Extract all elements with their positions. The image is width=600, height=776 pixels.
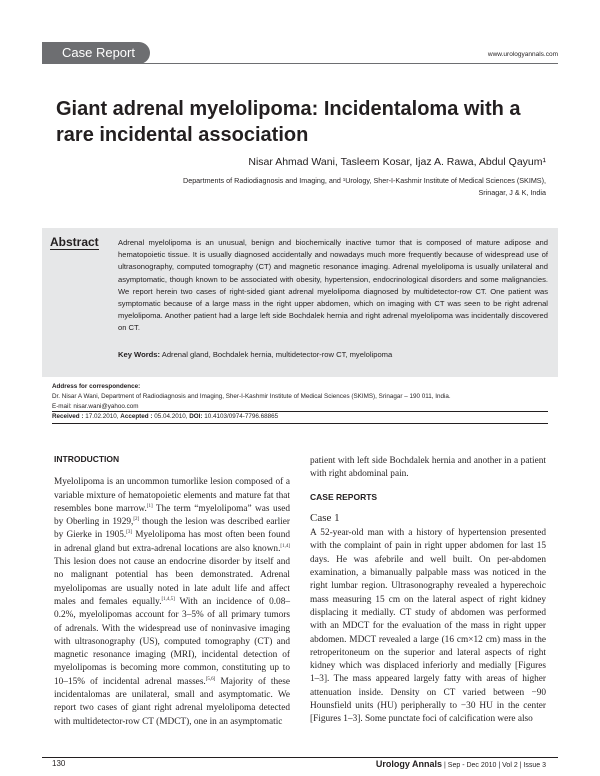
- doi[interactable]: 10.4103/0974-7796.68865: [204, 413, 279, 420]
- article-title: Giant adrenal myelolipoma: Incidentaloma with a rare incidental association: [56, 98, 521, 146]
- right-column: [310, 455, 546, 727]
- site-url[interactable]: www.urologyannals.com: [487, 51, 558, 58]
- citation-marker[interactable]: [1]: [146, 503, 153, 509]
- keywords: [118, 350, 548, 359]
- citation-marker[interactable]: [1,4,5]: [161, 596, 175, 602]
- correspondence: [52, 382, 552, 412]
- citation-marker[interactable]: [5,6]: [205, 676, 216, 682]
- received-label: Received :: [52, 413, 84, 420]
- case-1-paragraph: A 52-year-old man with a history of hypertension presented with the complaint of pain in right upper abdomen for last 15 days. He was afebrile and well built. On per-abdomen examination, a bimanually palpable mass was noticed in the right lumbar region. Ultrasonography revealed a hyperechoic mass measuring 15 cm on the lateral aspect of right kidney displacing it medially. CT study of abdomen was performed with an MDCT for the evaluation of the mass in right upper abdomen. MDCT revealed a large (16 cm×12 cm) mass in the retroperitoneum on the superior and lateral aspects of right kidney which was displaced inferiorly and medially [Figures 1–3]. The mass appeared largely fatty with areas of higher attenuation inside. Density on CT varied between −90 Hounsfield units (HU) peripherally to −30 HU in the center [Figures 1–3]. Some punctate foci of calcification were also: [310, 528, 546, 725]
- introduction-paragraph: Myelolipoma is an uncommon tumorlike lesion composed of a variable mixture of hematopoietic elements and mature fat that resembles bone marrow.[1] The term “myelolipoma” was used by Oberling in 1929,[2] though the lesion was described earlier by Gierke in 1905.[3] Myelolipoma has most often been found in adrenal gland but extra-adrenal locations are also known.[1,4] This lesion does not cause an endocrine disorder by itself and no malignant potential has been demonstrated. Adrenal myelolipomas are usually noted in late adult life and affect males and females equally.[1,4,5] With an incidence of 0.08–0.2%, myelolipomas account for 3–5% of all primary tumors of adrenals. With the widespread use of noninvasive imaging with ultrasonography (US), computed tomography (CT) and magnetic resonance imaging (MRI), incidental detection of myelolipomas is becoming more common, constituting up to 10–15% of incidental adrenal masses.[5,6] Majority of these incidentalomas are unilateral, small and asymptomatic. We report two cases of giant right adrenal myelolipoma detected with multidetector-row CT (MDCT), one in an asymptomatic: [54, 477, 291, 727]
- header-rule: [42, 63, 558, 64]
- received-date: 17.02.2010,: [85, 413, 119, 420]
- case-reports-heading: CASE REPORTS: [310, 491, 378, 502]
- correspondence-address: Dr. Nisar A Wani, Department of Radiodiagnosis and Imaging, Sher-I-Kashmir Institute of Medical Sciences (SKIMS), Srinagar – 190 011, India.: [52, 393, 451, 400]
- citation-marker[interactable]: [1,4]: [280, 543, 290, 549]
- footer-rule: [42, 757, 558, 758]
- left-column: [54, 453, 290, 729]
- citation-marker[interactable]: [2]: [133, 517, 140, 523]
- citation-marker[interactable]: [3]: [126, 530, 133, 536]
- divider: [52, 423, 548, 424]
- keywords-label: Key Words:: [118, 350, 161, 359]
- abstract-label: Abstract: [50, 235, 99, 249]
- section-tab: Case Report: [42, 42, 150, 64]
- affiliation: [86, 175, 546, 199]
- abstract-text: Adrenal myelolipoma is an unusual, benign and biochemically inactive tumor that is composed of mature adipose and hematopoietic tissue. It is usually diagnosed accidentally and nowadays much more frequently because of widespread use of ultrasonography, computed tomography (CT) and magnetic resonance imaging. Adrenal myelolipoma is usually unilateral and asymptomatic, though known to be associated with obesity, hypertension, endocrinological disorders and some malignancies. We report herein two cases of right-sided giant adrenal myelolipoma diagnosed by multidetector-row CT. One patient was symptomatic because of a large mass in the right upper abdomen, which on imaging with CT was seen to be right adrenal myelolipoma. Another patient had a large left side Bochdalek hernia and right adrenal myelolipoma was incidentally discovered on CT.: [118, 238, 548, 333]
- affiliation-line-1: Departments of Radiodiagnosis and Imaging, and ¹Urology, Sher-I-Kashmir Institute of Medical Sciences (SKIMS),: [183, 176, 546, 185]
- doi-label: DOI:: [189, 413, 203, 420]
- authors: Nisar Ahmad Wani, Tasleem Kosar, Ijaz A. Rawa, Abdul Qayum¹: [248, 156, 546, 168]
- journal-footer: [376, 759, 546, 769]
- keywords-list: Adrenal gland, Bochdalek hernia, multidetector-row CT, myelolipoma: [161, 350, 393, 359]
- divider: [52, 411, 548, 412]
- accepted-label: Accepted :: [120, 413, 153, 420]
- correspondence-email[interactable]: E-mail: nisar.wani@yahoo.com: [52, 403, 139, 410]
- page-number: 130: [52, 759, 66, 768]
- dates-line: [52, 413, 278, 420]
- affiliation-line-2: Srinagar, J & K, India: [478, 188, 546, 197]
- intro-continuation: patient with left side Bochdalek hernia and another in a patient with right abdominal pain.: [310, 456, 546, 480]
- introduction-heading: INTRODUCTION: [54, 454, 120, 464]
- accepted-date: 05.04.2010,: [154, 413, 188, 420]
- case-1-heading: Case 1: [310, 511, 340, 524]
- journal-name: Urology Annals: [375, 759, 443, 769]
- journal-issue: | Sep - Dec 2010 | Vol 2 | Issue 3: [444, 762, 546, 769]
- correspondence-label: Address for correspondence:: [52, 383, 141, 390]
